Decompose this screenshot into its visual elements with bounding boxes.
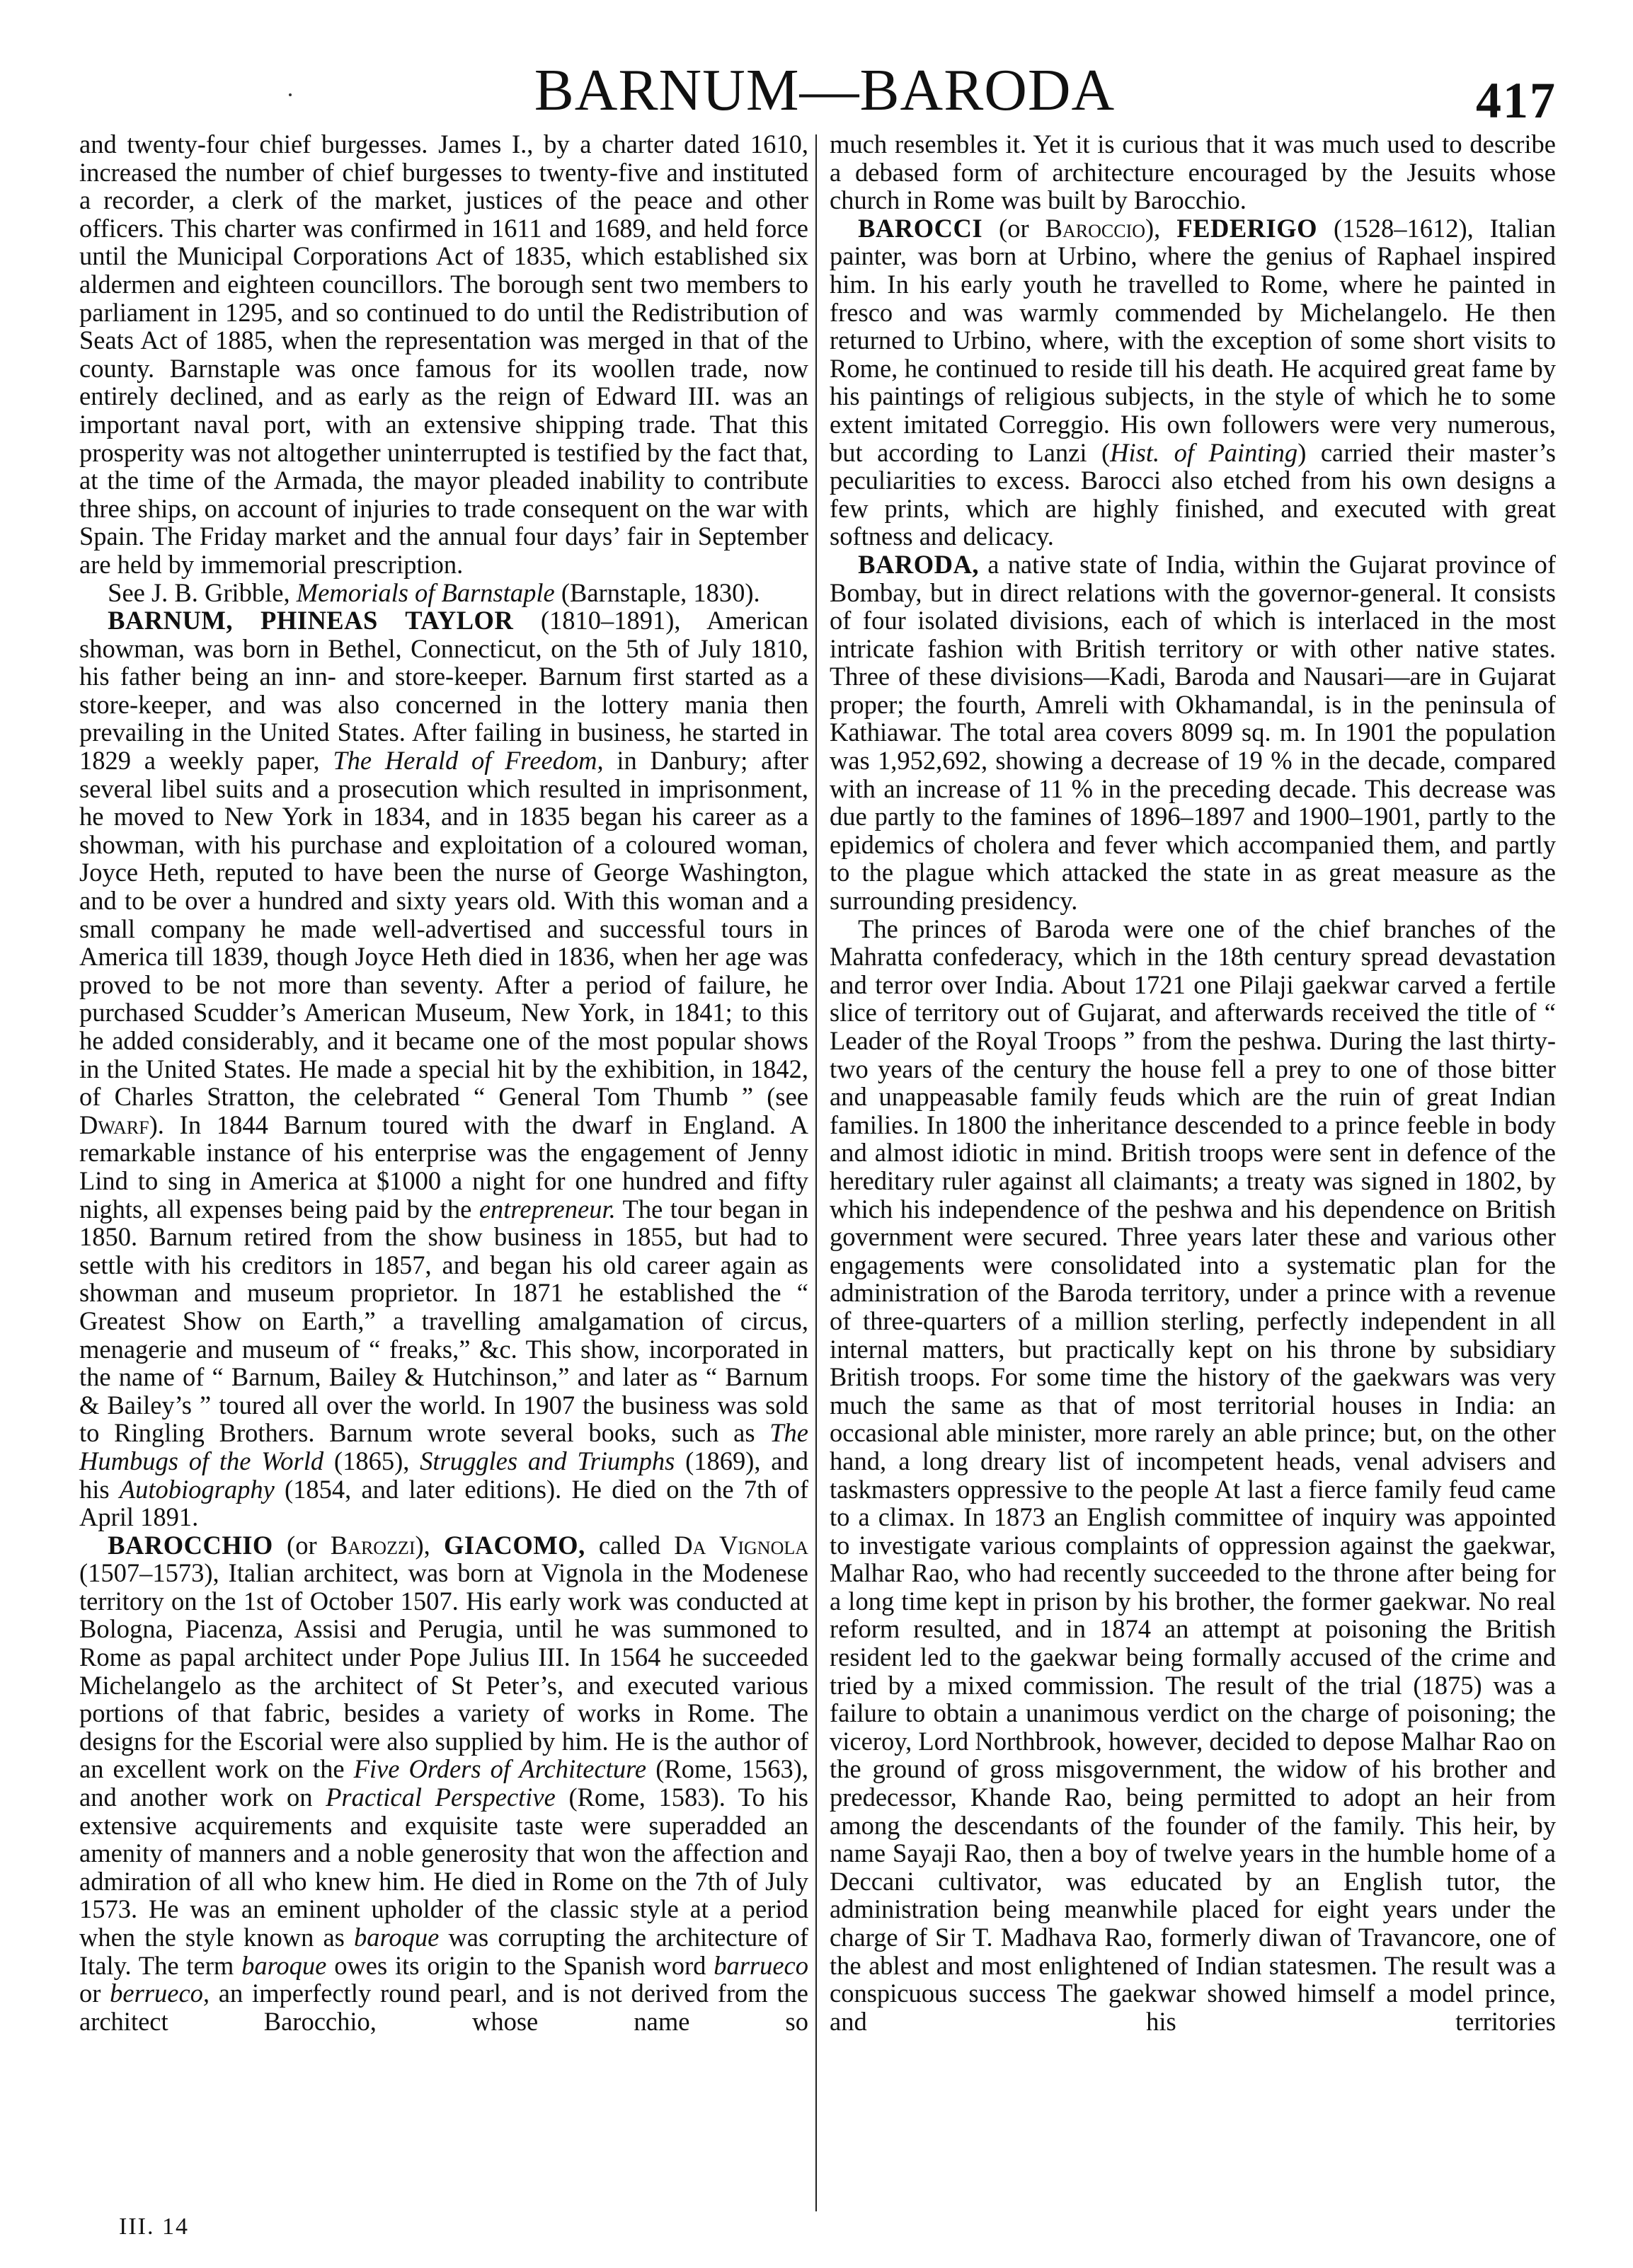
entry-headword: BARODA,	[858, 549, 979, 579]
body-text: was corrupting the architecture of Italy. The term	[79, 1923, 808, 1980]
italic-text: Autobiography	[119, 1474, 275, 1504]
italic-text: Five Orders of Architecture	[353, 1754, 647, 1784]
italic-text: Practical Perspective	[326, 1783, 556, 1812]
paragraph	[830, 214, 1556, 551]
entry-headword: BAROCCI	[858, 213, 983, 243]
entry-headword: BARNUM, PHINEAS TAYLOR	[108, 606, 514, 635]
entry-headword: GIACOMO,	[444, 1530, 585, 1560]
paragraph	[79, 606, 808, 1531]
paragraph	[830, 915, 1556, 2036]
italic-text: The Herald of Freedom,	[333, 746, 604, 776]
body-text: much resembles it. Yet it is curious that it was much used to describe a debased form of architecture encouraged by the Jesuits whose church in Rome was built by Barocchio.	[830, 129, 1556, 215]
body-text: (1869), and his	[79, 1446, 809, 1504]
left-column	[79, 130, 808, 2035]
printer-signature-mark: III. 14	[119, 2214, 189, 2240]
body-text: (Rome, 1563), and another work on	[79, 1754, 809, 1812]
italic-text: Hist. of Painting	[1110, 437, 1298, 467]
italic-text: Memorials of Barnstaple	[296, 577, 555, 607]
body-text: (1528–1612), Italian painter, was born at Urbino, where the genius of Raphael inspired him. In his early youth he travelled to Rome, where he painted in fresco and was warmly commended by Michelangelo. He then returned to Urbino, where, with the exception of some short visits to Rome, he continued to reside till his death. He acquired great fame by his paintings of religious subjects, in the style of which he to some extent imitated Correggio. His own followers were very numerous, but according to Lanzi (	[830, 213, 1557, 467]
body-text: The tour began in 1850. Barnum retired from the show business in 1855, but had to settle with his creditors in 1857, and began his old career again as showman and museum proprietor. In 1871 he established the “ Greatest Show on Earth,” a travelling amalgamation of circus, menagerie and museum of “ freaks,” &c. This show, incorporated in the name of “ Barnum, Bailey & Hutchinson,” and later as “ Barnum & Bailey’s ” toured all over the world. In 1907 the business was sold to Ringling Brothers. Barnum wrote several books, such as	[79, 1194, 808, 1448]
italic-text: berrueco,	[110, 1979, 210, 2008]
small-caps-text: Dwarf	[79, 1110, 149, 1139]
body-text: (or	[273, 1530, 331, 1560]
italic-text: The Humbugs of the World	[79, 1418, 808, 1475]
continued-paragraph	[830, 130, 1556, 214]
body-text: (1854, and later editions). He died on the 7th of April 1891.	[79, 1474, 808, 1532]
body-text: The princes of Baroda were one of the chief branches of the Mahratta confederacy, which in the 18th century spread devastation and terror over India. About 1721 one Pilaji gaekwar carved a fertile slice of territory out of Gujarat, and afterwards received the title of “ Leader of the Royal Troops ” from the peshwa. During the last thirty-two years of the century the house fell a prey to one of those bitter and unappeasable family feuds which are the ruin of great Indian families. In 1800 the inheritance descended to a prince feeble in body and almost idiotic in mind. British troops were sent in defence of the hereditary ruler against all claimants; a treaty was signed in 1802, by which his independence of the peshwa and his dependence on British government were secured. Three years later these and various other engagements were consolidated into a systematic plan for the administration of the Baroda territory, under a prince with a revenue of three-quarters of a million sterling, perfectly independent in all internal matters, but practically kept on his throne by subsidiary British troops. For some time the history of the gaekwars was very much the same as that of most territorial houses in India: an occasional able minister, more rarely an able prince; but, on the other hand, a long dreary list of incompetent heads, venal advisers and taskmasters oppressive to the people At last a fierce family feud came to a climax. In 1873 an English committee of inquiry was appointed to investigate various complaints of oppression against the gaekwar, Malhar Rao, who had recently succeeded to the throne after being for a long time kept in prison by his brother, the former gaekwar. No real reform resulted, and in 1874 an attempt at poisoning the British resident led to the gaekwar being formally accused of the crime and tried by a mixed commission. The result of the trial (1875) was a failure to obtain a unanimous verdict on the charge of poisoning; the viceroy, Lord Northbrook, however, decided to depose Malhar Rao on the ground of gross misgovernment, the widow of his brother and predecessor, Khande Rao, being permitted to adopt an heir from among the descendants of the founder of the family. This heir, by name Sayaji Rao, then a boy of twelve years in the humble home of a Deccani cultivator, was educated by an English tutor, the administration being meanwhile placed for eight years under the charge of Sir T. Madhava Rao, formerly diwan of Travancore, one of the ablest and most enlightened of Indian statesmen. The result was a conspicuous success The gaekwar showed himself a model prince, and his territories	[830, 914, 1556, 2036]
right-column	[830, 130, 1556, 2035]
small-caps-text: Da Vignola	[674, 1530, 809, 1560]
italic-text: barrueco	[714, 1950, 808, 1980]
body-text: ),	[1145, 213, 1177, 243]
paragraph	[79, 579, 808, 607]
italic-text: baroque	[354, 1923, 440, 1952]
body-text: (1810–1891), American showman, was born in Bethel, Connecticut, on the 5th of July 1810, his father being an inn- and store-keeper. Barnum first started as a store-keeper, and was also concerned in the lottery mania then prevailing in the United States. After failing in business, he started in 1829 a weekly paper,	[79, 606, 808, 776]
body-text: or	[79, 1979, 110, 2008]
body-text: a native state of India, within the Gujarat province of Bombay, but in direct relations with the governor-general. It consists of four isolated divisions, each of which is interlaced in the most intricate fashion with British territory or with other native states. Three of these divisions—Kadi, Baroda and Nausari—are in Gujarat proper; the fourth, Amreli with Okhamandal, is in the peninsula of Kathiawar. The total area covers 8099 sq. m. In 1901 the population was 1,952,692, showing a decrease of 19 % in the decade, compared with an increase of 11 % in the preceding decade. This decrease was due partly to the famines of 1896–1897 and 1900–1901, partly to the epidemics of cholera and fever which accompanied them, and partly to the plague which attacked the state in as great measure as the surrounding presidency.	[830, 549, 1556, 916]
italic-text: Struggles and Triumphs	[420, 1446, 675, 1475]
body-text: (Barnstaple, 1830).	[554, 577, 760, 607]
small-caps-text: Baroccio	[1045, 213, 1146, 243]
paragraph	[79, 1531, 808, 2036]
body-text: (1865),	[323, 1446, 420, 1475]
body-text: owes its origin to the Spanish word	[326, 1950, 714, 1980]
body-text: called	[585, 1530, 675, 1560]
entry-headword: FEDERIGO	[1176, 213, 1318, 243]
body-text: an imperfectly round pearl, and is not derived from the architect Barocchio, whose name so	[79, 1979, 809, 2036]
body-text: (1507–1573), Italian architect, was born at Vignola in the Modenese territory on the 1st of October 1507. His early work was conducted at Bologna, Piacenza, Assisi and Perugia, until he was summoned to Rome as papal architect under Pope Julius III. In 1564 he succeeded Michelangelo as the architect of St Peter’s, and executed various portions of that fabric, besides a variety of works in Rome. The designs for the Escorial were also supplied by him. He is the author of an excellent work on the	[79, 1558, 808, 1784]
italic-text: baroque	[241, 1950, 327, 1980]
body-text: (Rome, 1583). To his extensive acquirements and exquisite taste were superadded an amenity of manners and a noble generosity that won the affection and admiration of all who knew him. He died in Rome on the 7th of July 1573. He was an eminent upholder of the classic style at a period when the style known as	[79, 1783, 808, 1952]
running-head-title: BARNUM—BARODA	[534, 57, 1116, 123]
body-text: ) carried their master’s peculiarities to excess. Barocci also etched from his own designs a few prints, which are highly finished, and executed with great softness and delicacy.	[830, 437, 1556, 551]
body-text: See J. B. Gribble,	[108, 577, 297, 607]
entry-headword: BAROCCHIO	[108, 1530, 273, 1560]
paragraph	[830, 551, 1556, 915]
small-caps-text: Barozzi	[330, 1530, 416, 1560]
column-divider	[815, 134, 817, 2211]
continued-paragraph	[79, 130, 808, 579]
body-text: ). In 1844 Barnum toured with the dwarf in England. A remarkable instance of his enterprise was the engagement of Jenny Lind to sing in America at $1000 a night for one hundred and fifty nights, all expenses being paid by the	[79, 1110, 808, 1224]
body-text: ),	[415, 1530, 445, 1560]
page-number: 417	[1476, 72, 1557, 129]
italic-text: entrepreneur.	[479, 1194, 616, 1224]
body-text: (or	[982, 213, 1045, 243]
body-text: and twenty-four chief burgesses. James I., by a charter dated 1610, increased the number of chief burgesses to twenty-five and instituted a recorder, a clerk of the market, justices of the peace and other officers. This charter was confirmed in 1611 and 1689, and held force until the Municipal Corporations Act of 1835, which established six aldermen and eighteen councillors. The borough sent two members to parliament in 1295, and so continued to do until the Redistribution of Seats Act of 1885, when the representation was merged in that of the county. Barnstaple was once famous for its woollen trade, now entirely declined, and as early as the reign of Edward III. was an important naval port, with an extensive shipping trade. That this prosperity was not altogether uninterrupted is testified by the fact that, at the time of the Armada, the mayor pleaded inability to contribute three ships, on account of injuries to trade consequent on the war with Spain. The Friday market and the annual four days’ fair in September are held by immemorial prescription.	[79, 129, 808, 579]
body-text: in Danbury; after several libel suits and a prosecution which resulted in imprisonment, he moved to New York in 1834, and in 1835 began his career as a showman, with his purchase and exploitation of a coloured woman, Joyce Heth, reputed to have been the nurse of George Washington, and to be over a hundred and sixty years old. With this woman and a small company he made well-advertised and successful tours in America till 1839, though Joyce Heth died in 1836, when her age was proved to be not more than seventy. After a period of failure, he purchased Scudder’s American Museum, New York, in 1841; to this he added considerably, and it became one of the most popular shows in the United States. He made a special hit by the exhibition, in 1842, of Charles Stratton, the celebrated “ General Tom Thumb ” (see	[79, 746, 808, 1112]
